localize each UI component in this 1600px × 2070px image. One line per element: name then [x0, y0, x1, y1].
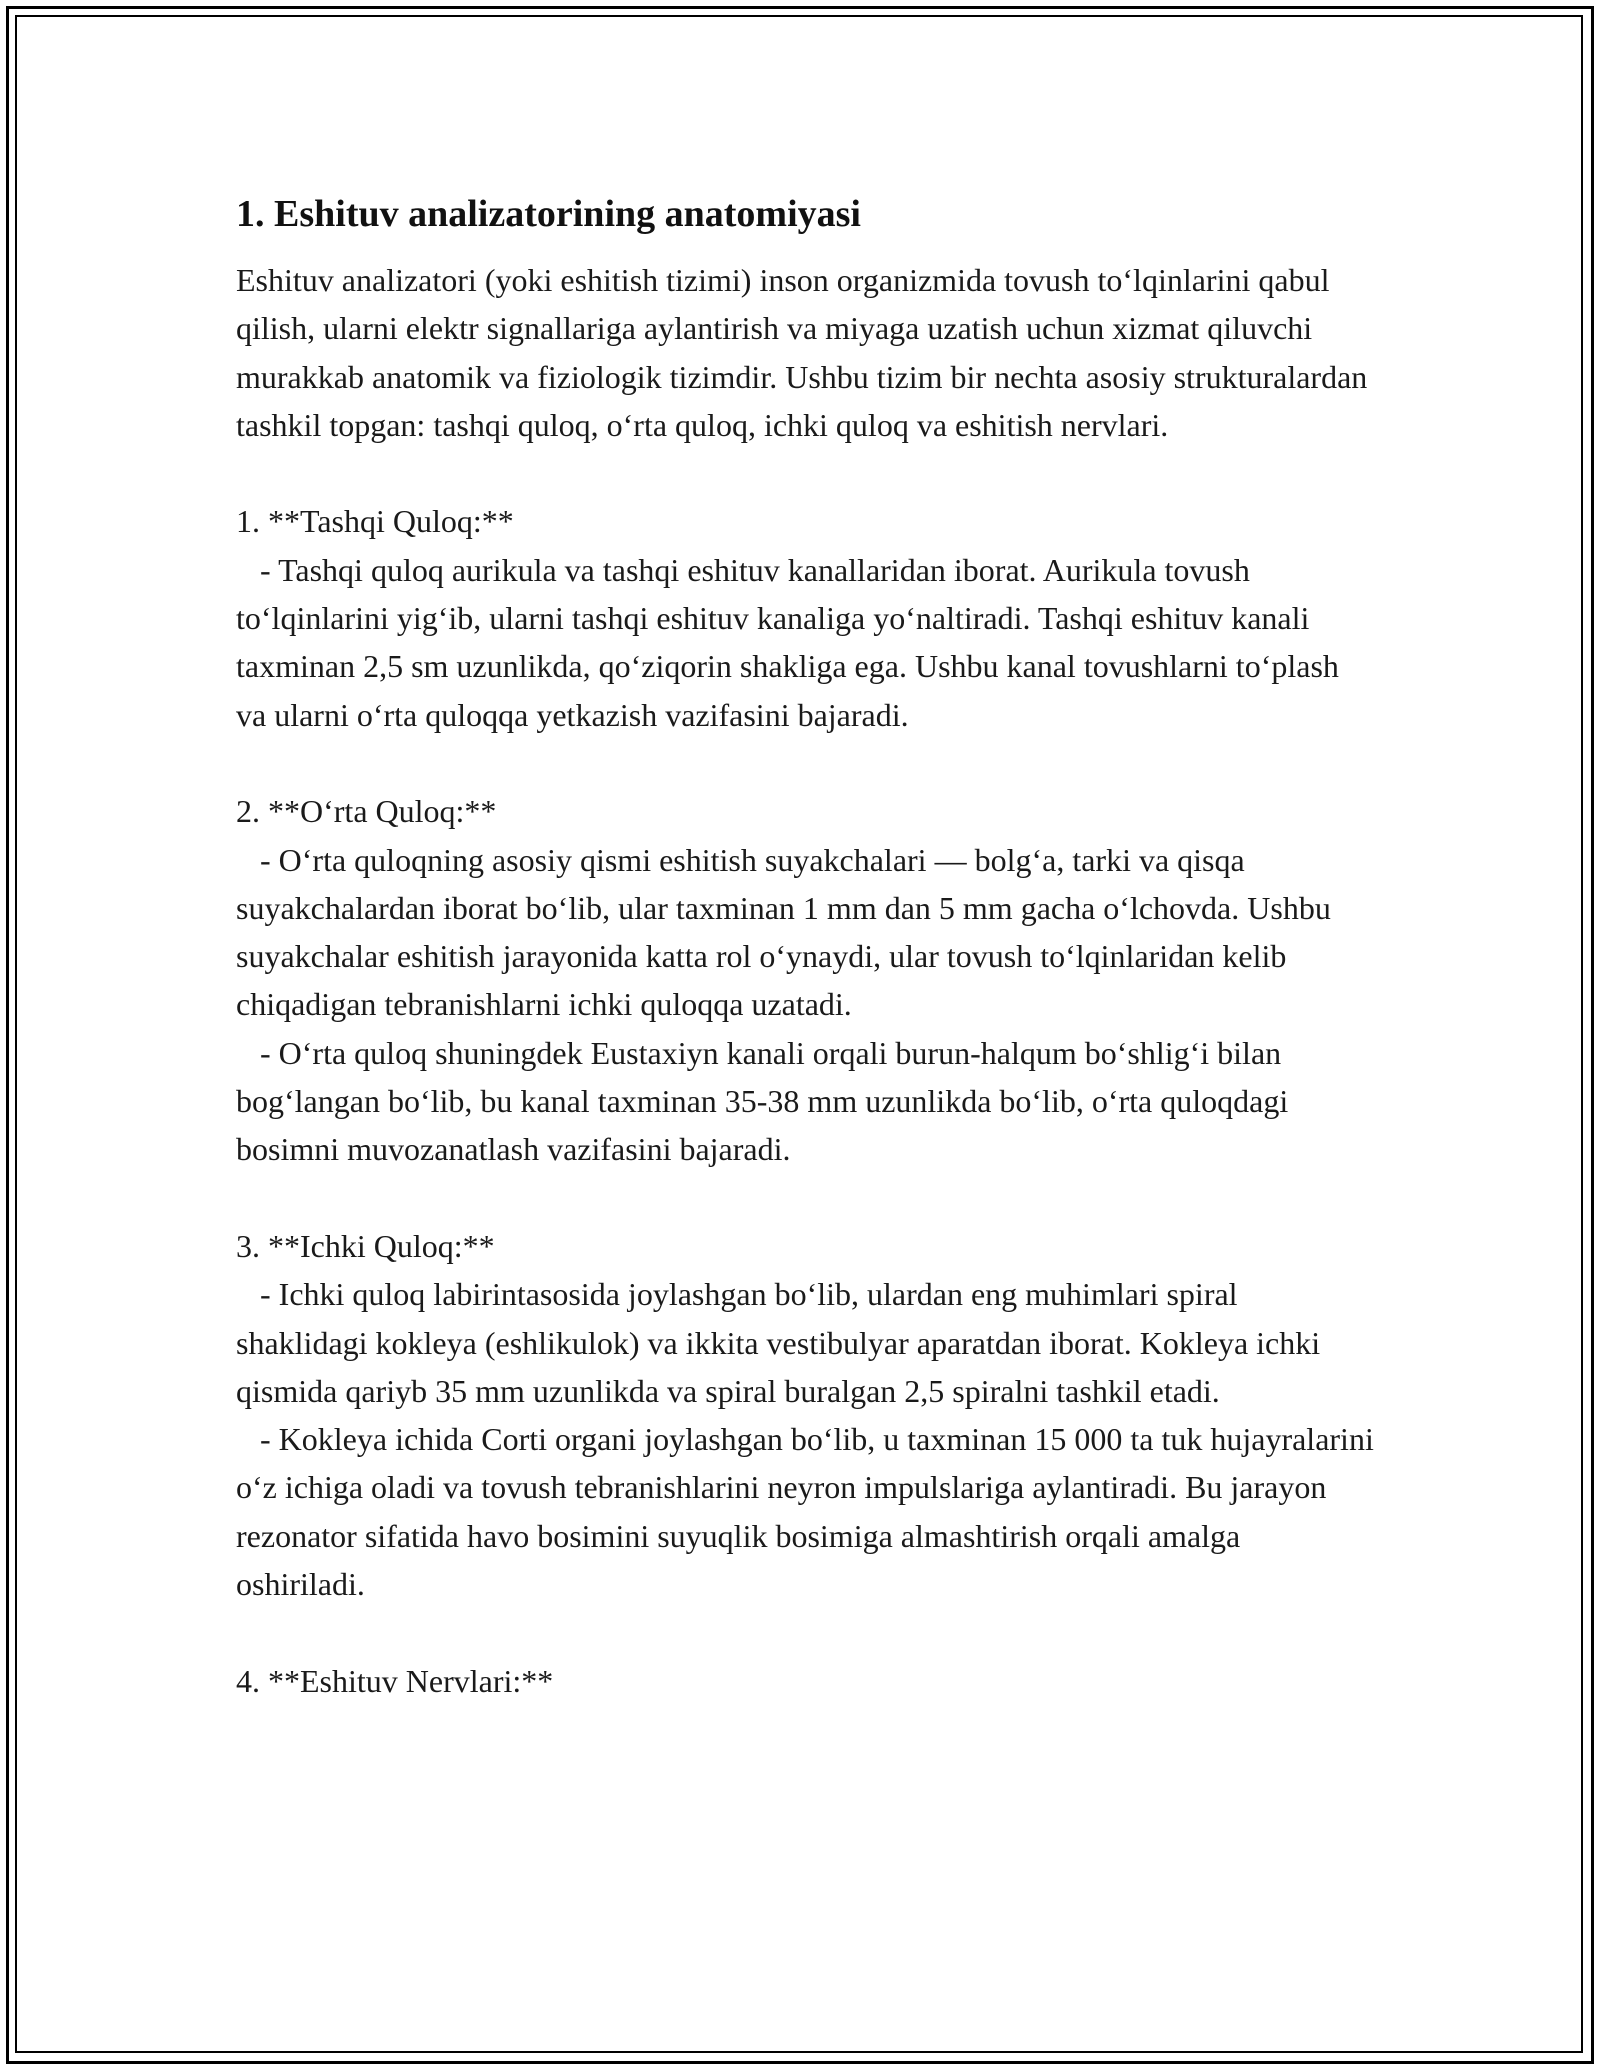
section-text-outer-ear: - Tashqi quloq aurikula va tashqi eshituv kanallaridan iborat. Aurikula tovush to‘lqinlarini yig‘ib, ularni tashqi eshituv kanaliga yo‘naltiradi. Tashqi eshituv kanali taxminan 2,5 sm uzunlikda, qo‘ziqorin shakliga ega. Ushbu kanal tovushlarni to‘plash va ularni o‘rta quloqqa yetkazish vazifasini bajaradi. [236, 551, 1347, 733]
document-body [236, 188, 1382, 1705]
section-text-inner-ear-1: - Ichki quloq labirintasosida joylashgan bo‘lib, ulardan eng muhimlari spiral shaklidagi kokleya (eshlikulok) va ikkita vestibulyar aparatdan iborat. Kokleya ichki qismida qariyb 35 mm uzunlikda va spiral buralgan 2,5 spiralni tashkil etadi. [236, 1276, 1329, 1409]
spacer [236, 739, 1376, 787]
section-text-inner-ear-2: - Kokleya ichida Corti organi joylashgan bo‘lib, u taxminan 15 000 ta tuk hujayralarini o‘z ichiga oladi va tovush tebranishlarini neyron impulslariga aylantiradi. Bu jarayon rezonator sifatida havo bosimini suyuqlik bosimiga almashtirish orqali amalga oshiriladi. [236, 1421, 1382, 1603]
section-heading-auditory-nerves: 4. **Eshituv Nervlari:** [236, 1662, 554, 1699]
section-text-middle-ear-2: - O‘rta quloq shuningdek Eustaxiyn kanali orqali burun-halqum bo‘shlig‘i bilan bog‘langan bo‘lib, bu kanal taxminan 35-38 mm uzunlikda bo‘lib, o‘rta quloqdagi bosimni muvozanatlash vazifasini bajaradi. [236, 1034, 1297, 1168]
intro-paragraph: Eshituv analizatori (yoki eshitish tizimi) inson organizmida tovush to‘lqinlarini qabul qilish, ularni elektr signallariga aylantirish va miyaga uzatish uchun xizmat qiluvchi murakkab anatomik va fiziologik tizimdir. Ushbu tizim bir nechta asosiy strukturalardan tashkil topgan: tashqi quloq, o‘rta quloq, ichki quloq va eshitish nervlari. [236, 262, 1376, 443]
section-heading-middle-ear: 2. **O‘rta Quloq:** [236, 793, 497, 830]
spacer [236, 449, 1376, 497]
section-heading-outer-ear: 1. **Tashqi Quloq:** [236, 503, 514, 540]
section-heading-inner-ear: 3. **Ichki Quloq:** [236, 1227, 495, 1264]
spacer [236, 1608, 1376, 1656]
spacer [236, 1174, 1376, 1222]
document-title: 1. Eshituv analizatorining anatomiyasi [236, 193, 861, 235]
section-text-middle-ear-1: - O‘rta quloqning asosiy qismi eshitish suyakchalari — bolg‘a, tarki va qisqa suyakchalardan iborat bo‘lib, ular taxminan 1 mm dan 5 mm gacha o‘lchovda. Ushbu suyakchalar eshitish jarayonida katta rol o‘ynaydi, ular tovush to‘lqinlaridan kelib chiqadigan tebranishlarni ichki quloqqa uzatadi. [236, 841, 1339, 1023]
